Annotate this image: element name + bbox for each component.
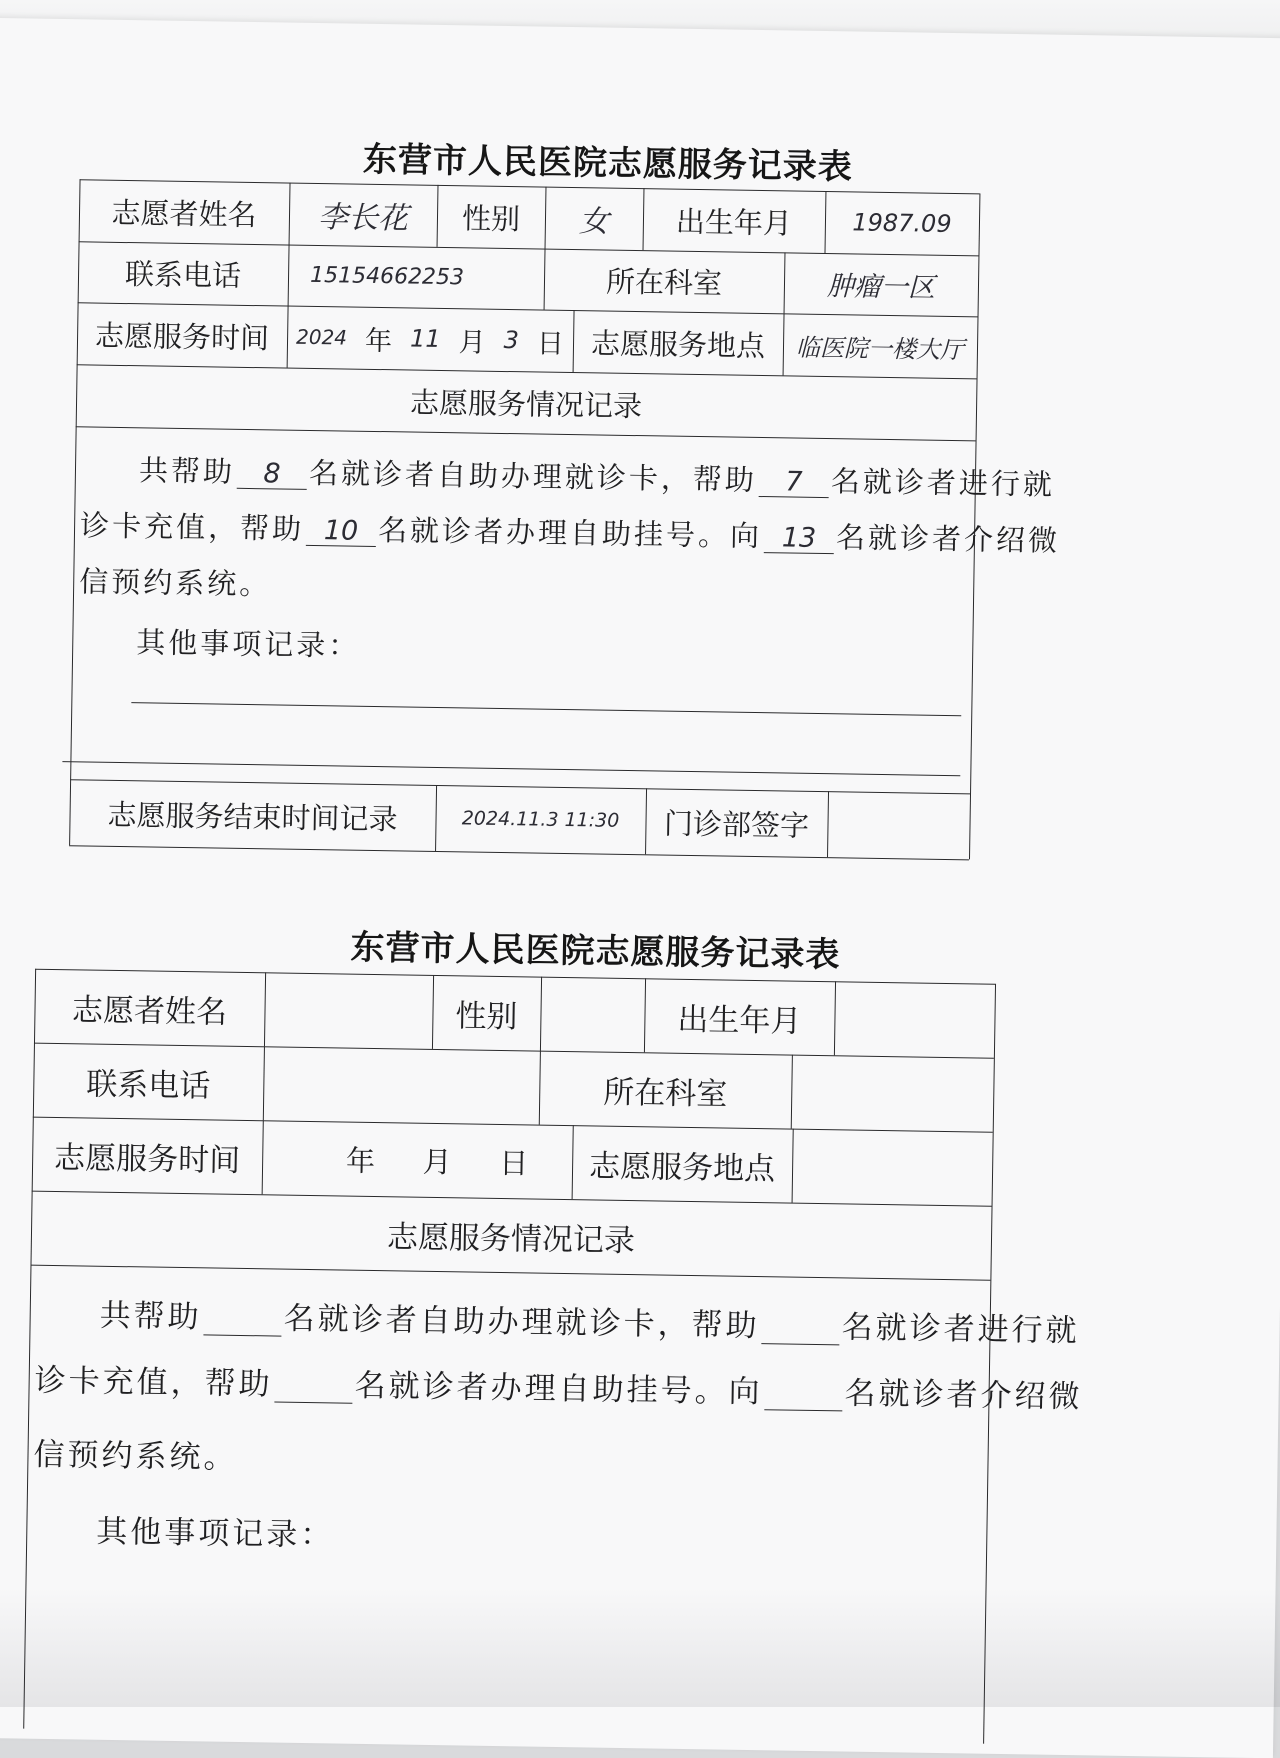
gender-field[interactable] [540, 977, 645, 1053]
record-paragraph-line-2 [0, 501, 1242, 562]
gender-value[interactable]: 女 [578, 204, 610, 240]
name-field[interactable] [264, 972, 433, 1049]
paragraph-text: 名就诊者自助办理就诊卡，帮助 [308, 455, 758, 497]
month-label: 月 [458, 326, 486, 359]
card-count-value: 8 [263, 458, 281, 490]
birth-label: 出生年月 [677, 1001, 802, 1040]
other-notes-line[interactable] [131, 702, 961, 716]
other-notes-line[interactable] [62, 761, 960, 776]
paragraph-text: 共帮助 [138, 453, 236, 489]
blank-wechat-count[interactable] [764, 521, 834, 554]
phone-value[interactable]: 15154662253 [309, 262, 465, 291]
service-day-value[interactable]: 3 [503, 325, 520, 355]
other-notes-label: 其他事项记录： [136, 625, 361, 663]
record-header: 志愿服务情况记录 [386, 1218, 636, 1259]
end-time-label: 志愿服务结束时间记录 [107, 797, 398, 836]
service-time-label: 志愿服务时间 [53, 1139, 241, 1179]
gender-label: 性别 [461, 200, 521, 236]
service-month-value[interactable]: 11 [409, 324, 441, 353]
paragraph-text: 诊卡充值，帮助 [79, 508, 305, 546]
location-label: 志愿服务地点 [588, 1147, 776, 1187]
birth-field[interactable] [834, 981, 995, 1058]
blank-card-count[interactable] [237, 457, 307, 490]
paragraph-text: 名就诊者进行就 [830, 464, 1056, 502]
department-value[interactable]: 肿瘤一区 [826, 271, 936, 304]
month-label: 月 [422, 1144, 452, 1179]
department-label: 所在科室 [602, 1074, 728, 1113]
day-label: 日 [536, 328, 565, 360]
service-time-label: 志愿服务时间 [94, 318, 270, 355]
paragraph-text: 名就诊者办理自助挂号。向 [354, 1367, 763, 1411]
recharge-count-value: 7 [785, 466, 803, 498]
year-label: 年 [345, 1143, 376, 1178]
paragraph-text: 名就诊者介绍微 [844, 1375, 1083, 1416]
wechat-count-value: 13 [781, 522, 817, 554]
paragraph-text: 诊卡充值，帮助 [34, 1362, 273, 1403]
register-count-value: 10 [323, 515, 359, 547]
gender-label: 性别 [455, 997, 518, 1035]
record-paragraph-line-2 [0, 1353, 1229, 1418]
blank-wechat-count[interactable] [764, 1376, 843, 1411]
end-time-value[interactable]: 2024.11.3 11:30 [461, 807, 620, 832]
department-label: 所在科室 [605, 264, 723, 301]
paragraph-text: 共帮助 [99, 1297, 202, 1336]
blank-register-count[interactable] [274, 1369, 353, 1404]
other-notes-label: 其他事项记录： [96, 1513, 335, 1554]
birth-value[interactable]: 1987.09 [852, 208, 952, 238]
location-field[interactable] [792, 1129, 993, 1206]
record-header: 志愿服务情况记录 [409, 385, 643, 423]
form-title: 东营市人民医院志愿服务记录表 [350, 927, 841, 976]
name-value[interactable]: 李长花 [317, 200, 409, 237]
signature-label: 门诊部签字 [663, 806, 810, 843]
phone-field[interactable] [263, 1046, 540, 1124]
record-paragraph-line-1 [0, 446, 1243, 507]
signature-field[interactable] [827, 791, 970, 859]
paragraph-text: 名就诊者办理自助挂号。向 [377, 513, 763, 554]
department-field[interactable] [791, 1055, 994, 1132]
paragraph-text: 名就诊者进行就 [841, 1309, 1080, 1350]
location-value[interactable]: 临医院一楼大厅 [795, 333, 965, 364]
paragraph-text: 名就诊者介绍微 [835, 520, 1061, 558]
year-label: 年 [364, 325, 393, 357]
record-paragraph-line-1 [0, 1287, 1230, 1352]
blank-register-count[interactable] [306, 514, 376, 547]
name-label: 志愿者姓名 [111, 195, 257, 232]
paragraph-text: 名就诊者自助办理就诊卡，帮助 [283, 1300, 760, 1345]
service-year-value[interactable]: 2024 [295, 324, 348, 350]
form-title: 东营市人民医院志愿服务记录表 [362, 139, 854, 188]
service-date[interactable] [262, 1120, 573, 1199]
day-label: 日 [499, 1145, 529, 1180]
service-date [287, 306, 574, 372]
record-paragraph-line-3: 信预约系统。 [78, 564, 272, 602]
blank-recharge-count[interactable] [759, 465, 829, 498]
phone-label: 联系电话 [86, 1066, 211, 1104]
name-label: 志愿者姓名 [71, 991, 228, 1031]
phone-label: 联系电话 [124, 257, 242, 293]
record-paragraph-line-3: 信预约系统。 [33, 1436, 238, 1476]
blank-card-count[interactable] [203, 1301, 282, 1336]
location-label: 志愿服务地点 [590, 325, 766, 363]
paper-sheet [0, 18, 1280, 1758]
blank-recharge-count[interactable] [761, 1310, 840, 1345]
birth-label: 出生年月 [675, 204, 793, 240]
